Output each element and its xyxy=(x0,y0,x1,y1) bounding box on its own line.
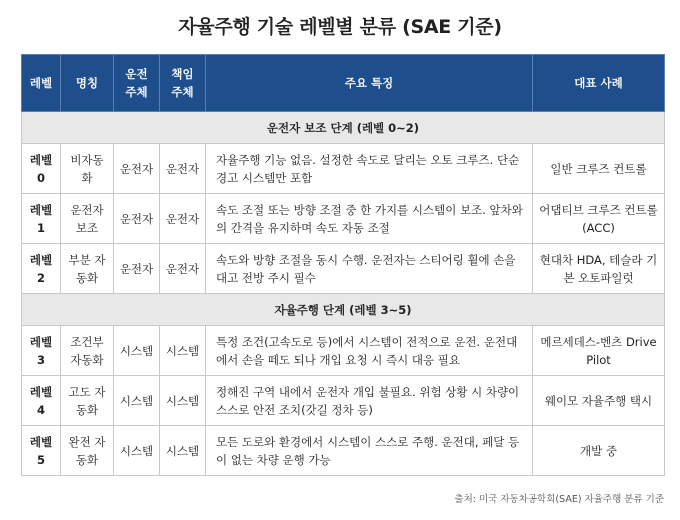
cell-responsible: 운전자 xyxy=(160,244,206,294)
cell-level: 레벨 4 xyxy=(22,376,61,426)
cell-name: 조건부 자동화 xyxy=(61,326,114,376)
cell-example: 어댑티브 크루즈 컨트롤(ACC) xyxy=(533,194,665,244)
cell-features: 자율주행 기능 없음. 설정한 속도로 달리는 오토 크루즈. 단순 경고 시스템만 포함 xyxy=(206,144,533,194)
cell-responsible: 시스템 xyxy=(160,376,206,426)
cell-features: 속도 조절 또는 방향 조절 중 한 가지를 시스템이 보조. 앞차와의 간격을 유지하며 속도 자동 조절 xyxy=(206,194,533,244)
cell-features: 모든 도로와 환경에서 시스템이 스스로 주행. 운전대, 페달 등이 없는 차량 운행 가능 xyxy=(206,426,533,476)
header-example: 대표 사례 xyxy=(533,55,665,112)
cell-example: 개발 중 xyxy=(533,426,665,476)
cell-level: 레벨 5 xyxy=(22,426,61,476)
cell-example: 메르세데스-벤츠 Drive Pilot xyxy=(533,326,665,376)
cell-level: 레벨 0 xyxy=(22,144,61,194)
header-level: 레벨 xyxy=(22,55,61,112)
table-row xyxy=(22,244,665,294)
cell-responsible: 시스템 xyxy=(160,326,206,376)
cell-name: 운전자 보조 xyxy=(61,194,114,244)
table-row xyxy=(22,326,665,376)
table-row xyxy=(22,194,665,244)
cell-name: 완전 자동화 xyxy=(61,426,114,476)
cell-example: 일반 크루즈 컨트롤 xyxy=(533,144,665,194)
cell-driver: 시스템 xyxy=(114,326,160,376)
page-title: 자율주행 기술 레벨별 분류 (SAE 기준) xyxy=(178,16,502,38)
cell-example: 웨이모 자율주행 택시 xyxy=(533,376,665,426)
cell-level: 레벨 2 xyxy=(22,244,61,294)
header-driver: 운전 주체 xyxy=(114,55,160,112)
group-row-assist xyxy=(22,112,665,144)
header-features: 주요 특징 xyxy=(206,55,533,112)
cell-level: 레벨 1 xyxy=(22,194,61,244)
cell-name: 고도 자동화 xyxy=(61,376,114,426)
cell-driver: 운전자 xyxy=(114,194,160,244)
header-name: 명칭 xyxy=(61,55,114,112)
group-label: 운전자 보조 단계 (레벨 0~2) xyxy=(22,112,665,144)
cell-features: 속도와 방향 조절을 동시 수행. 운전자는 스티어링 휠에 손을 대고 전방 주시 필수 xyxy=(206,244,533,294)
cell-responsible: 운전자 xyxy=(160,194,206,244)
cell-driver: 운전자 xyxy=(114,144,160,194)
group-row-autonomous xyxy=(22,294,665,326)
cell-name: 부분 자동화 xyxy=(61,244,114,294)
cell-name: 비자동화 xyxy=(61,144,114,194)
cell-level: 레벨 3 xyxy=(22,326,61,376)
table-row xyxy=(22,144,665,194)
cell-driver: 시스템 xyxy=(114,376,160,426)
sae-levels-table xyxy=(21,54,665,476)
cell-features: 특정 조건(고속도로 등)에서 시스템이 전적으로 운전. 운전대에서 손을 떼도 되나 개입 요청 시 즉시 대응 필요 xyxy=(206,326,533,376)
cell-example: 현대차 HDA, 테슬라 기본 오토파일럿 xyxy=(533,244,665,294)
group-label: 자율주행 단계 (레벨 3~5) xyxy=(22,294,665,326)
cell-responsible: 시스템 xyxy=(160,426,206,476)
cell-driver: 시스템 xyxy=(114,426,160,476)
header-responsible: 책임 주체 xyxy=(160,55,206,112)
cell-responsible: 운전자 xyxy=(160,144,206,194)
table-header-row xyxy=(22,55,665,112)
cell-features: 정해진 구역 내에서 운전자 개입 불필요. 위험 상황 시 차량이 스스로 안전 조치(갓길 정차 등) xyxy=(206,376,533,426)
source-note: 출처: 미국 자동차공학회(SAE) 자율주행 분류 기준 xyxy=(454,494,664,505)
table-row xyxy=(22,426,665,476)
cell-driver: 운전자 xyxy=(114,244,160,294)
table-row xyxy=(22,376,665,426)
